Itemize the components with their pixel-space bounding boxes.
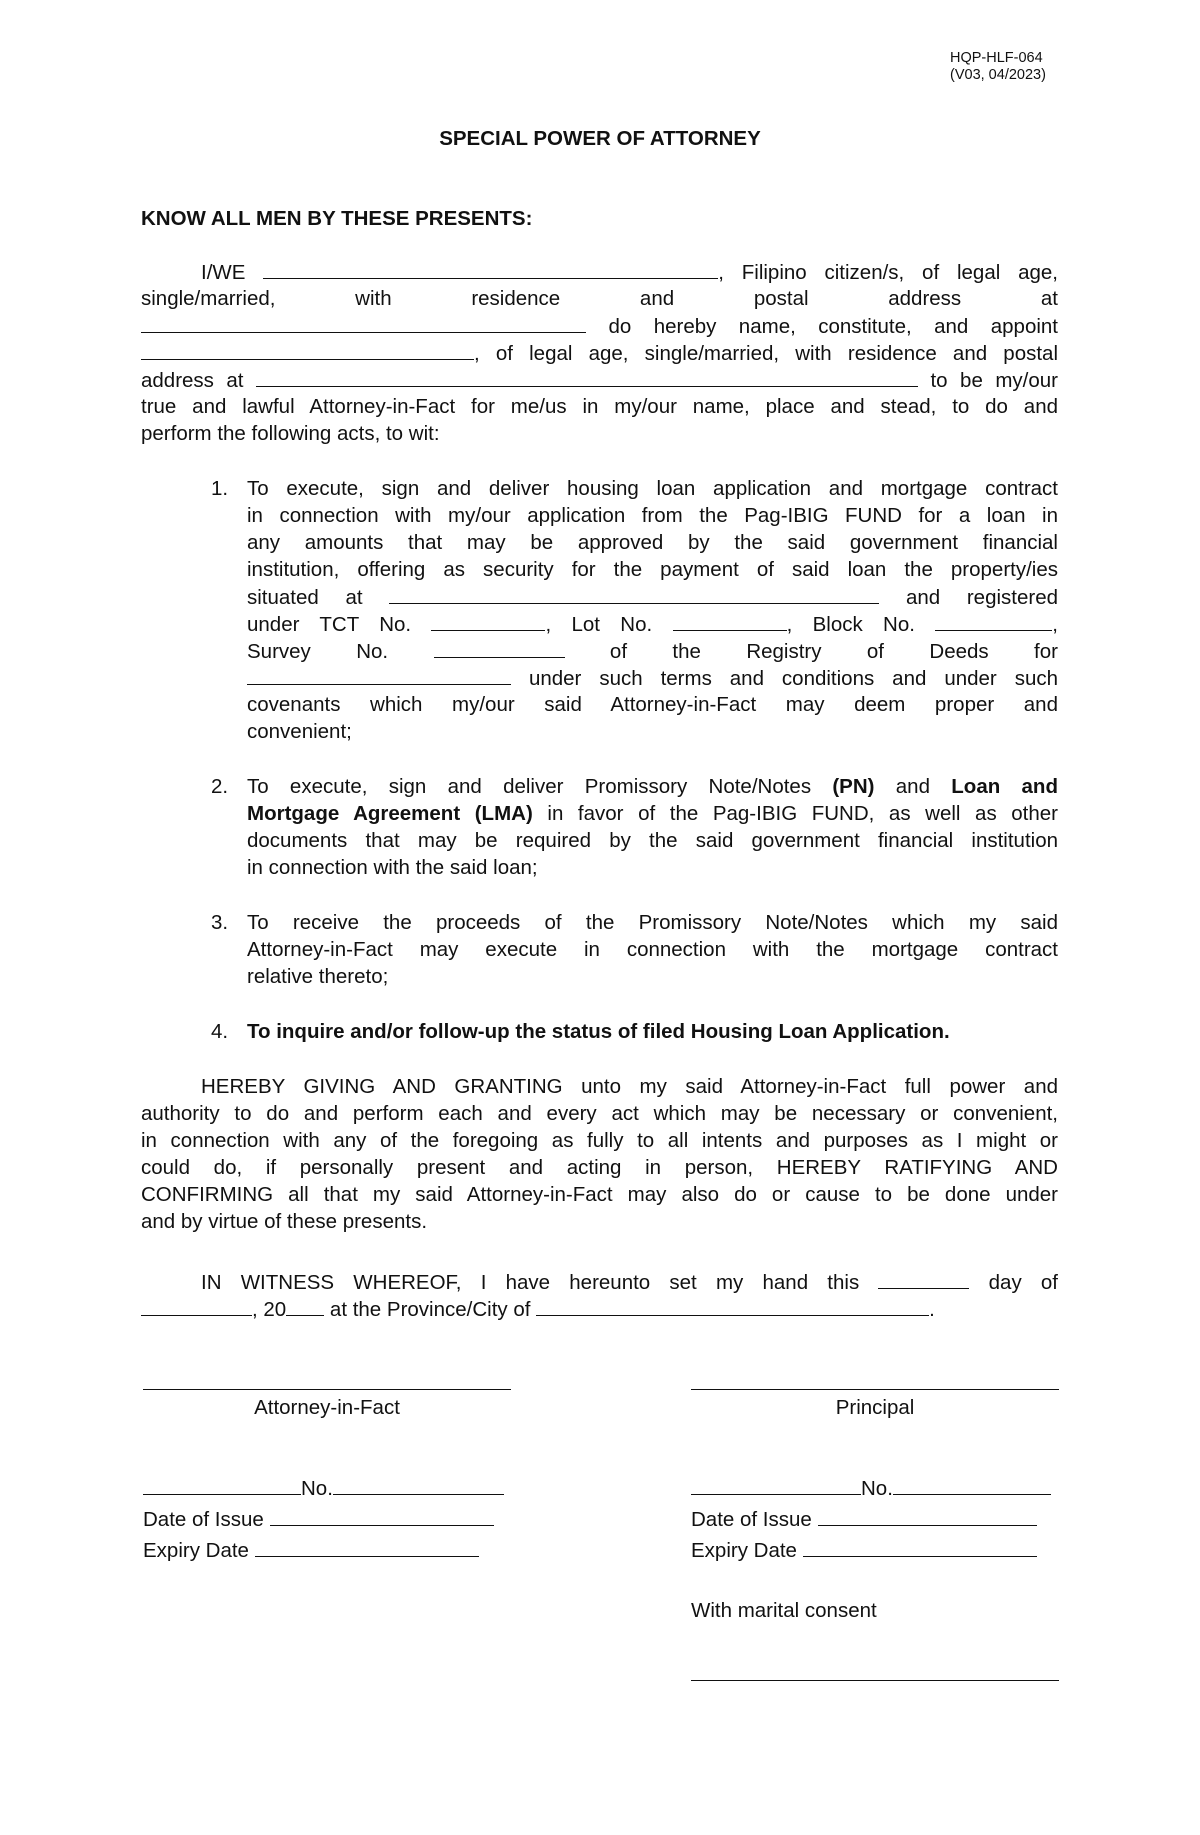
province-city-blank[interactable] [536,1295,929,1316]
id-no-blank[interactable] [333,1474,504,1495]
list-item-4 [211,1018,1058,1045]
text: do hereby name, constitute, and appoint [608,315,1059,338]
salutation: KNOW ALL MEN BY THESE PRESENTS: [141,207,533,230]
text: Date of Issue [143,1508,264,1531]
id-type-blank[interactable] [691,1474,861,1495]
text: Expiry Date [691,1539,797,1562]
text: address at [141,369,244,392]
list-item-1 [211,475,1058,745]
text: institution, offering as security for the payment of said loan the property/ies [247,558,1058,581]
text: under such terms and conditions and under such [528,667,1058,690]
form-number: HQP-HLF-064 [950,50,1043,66]
item-number: 1. [211,477,229,500]
text: Attorney-in-Fact may execute in connection with the mortgage contract [247,938,1058,961]
text: , Filipino citizen/s, of legal age, [718,261,1058,284]
survey-no-blank[interactable] [434,637,565,658]
item-number: 3. [211,911,229,934]
text: Expiry Date [143,1539,249,1562]
principal-signature-block [691,1389,1059,1681]
day-blank[interactable] [878,1268,969,1289]
attorney-label: Attorney-in-Fact [254,1396,400,1419]
expiry-date-blank[interactable] [803,1536,1037,1557]
property-location-blank[interactable] [389,583,879,604]
spouse-signature-line[interactable] [691,1680,1059,1681]
text: true and lawful Attorney-in-Fact for me/us in my/our name, place and stead, to do and [141,395,1058,418]
month-blank[interactable] [141,1295,252,1316]
text: HEREBY GIVING AND GRANTING unto my said Attorney-in-Fact full power and [201,1075,1058,1098]
attorney-name-blank[interactable] [141,339,474,360]
text: and registered [905,586,1058,609]
text: , [1052,613,1058,636]
item-number: 4. [211,1020,229,1043]
id-no-blank[interactable] [893,1474,1051,1495]
date-issue-blank[interactable] [270,1505,494,1526]
text: situated at [247,586,363,609]
text: in connection with any of the foregoing as fully to all intents and purposes as I might or [141,1129,1058,1152]
text: , [252,1298,258,1321]
text: single/married, with residence and postal address at [141,287,1058,310]
witness-paragraph [141,1268,1058,1322]
text: in connection with my/our application from the Pag-IBIG FUND for a loan in [247,504,1058,527]
registry-location-blank[interactable] [247,664,511,685]
text: authority to do and perform each and every act which may be necessary or convenient, [141,1102,1058,1125]
text: could do, if personally present and acting in person, HEREBY RATIFYING AND [141,1156,1058,1179]
text: any amounts that may be approved by the said government financial [247,531,1058,554]
principal-signature-line[interactable] [691,1389,1059,1390]
intro-paragraph [141,258,1058,447]
granting-paragraph [141,1073,1058,1235]
item-number: 2. [211,775,229,798]
text: IN WITNESS WHEREOF, I have hereunto set my hand this [201,1271,860,1294]
text: at the Province/City of [329,1298,531,1321]
text: Survey No. [247,640,389,663]
text: and [895,775,930,798]
form-code [950,50,1046,84]
principal-label: Principal [835,1396,915,1419]
text: , Lot No. [545,613,653,636]
text: perform the following acts, to wit: [141,422,440,445]
document-title: SPECIAL POWER OF ATTORNEY [439,127,761,150]
text: Loan and [951,775,1058,798]
attorney-signature-line[interactable] [143,1389,511,1390]
text: Mortgage Agreement (LMA) [247,802,533,825]
lot-no-blank[interactable] [673,610,787,631]
text: To inquire and/or follow-up the status of filed Housing Loan Application. [247,1020,950,1043]
text: in connection with the said loan; [247,856,538,879]
text: 20 [263,1298,287,1321]
list-item-3 [211,909,1058,990]
text: I/WE [201,261,246,284]
text: of the Registry of Deeds for [609,640,1058,663]
text: To receive the proceeds of the Promissory Note/Notes which my said [247,911,1058,934]
text: Date of Issue [691,1508,812,1531]
date-issue-blank[interactable] [818,1505,1037,1526]
principal-address-blank[interactable] [141,312,586,333]
text: under TCT No. [247,613,412,636]
year-blank[interactable] [286,1295,324,1316]
text: in favor of the Pag-IBIG FUND, as well as other [547,802,1059,825]
list-item-2 [211,773,1058,881]
text: and by virtue of these presents. [141,1210,428,1233]
text: , Block No. [786,613,915,636]
text: convenient; [247,720,352,743]
text: CONFIRMING all that my said Attorney-in-Fact may also do or cause to be done under [141,1183,1058,1206]
attorney-signature-block [143,1389,511,1563]
expiry-date-blank[interactable] [255,1536,479,1557]
text: , of legal age, single/married, with residence and postal [474,342,1058,365]
text: To execute, sign and deliver housing loan application and mortgage contract [247,477,1058,500]
text: day of [988,1271,1058,1294]
text: No. [861,1477,893,1500]
text: No. [301,1477,333,1500]
text: . [929,1298,935,1321]
text: covenants which my/our said Attorney-in-Fact may deem proper and [247,693,1058,716]
text: to be my/our [930,369,1058,392]
text: documents that may be required by the said government financial institution [247,829,1058,852]
id-type-blank[interactable] [143,1474,301,1495]
block-no-blank[interactable] [935,610,1052,631]
tct-no-blank[interactable] [431,610,545,631]
text: (PN) [832,775,875,798]
form-version: (V03, 04/2023) [950,67,1046,83]
principal-name-blank[interactable] [263,258,718,279]
attorney-address-blank[interactable] [256,366,918,387]
marital-consent-label: With marital consent [691,1599,877,1622]
text: To execute, sign and deliver Promissory Note/Notes [247,775,812,798]
text: relative thereto; [247,965,389,988]
